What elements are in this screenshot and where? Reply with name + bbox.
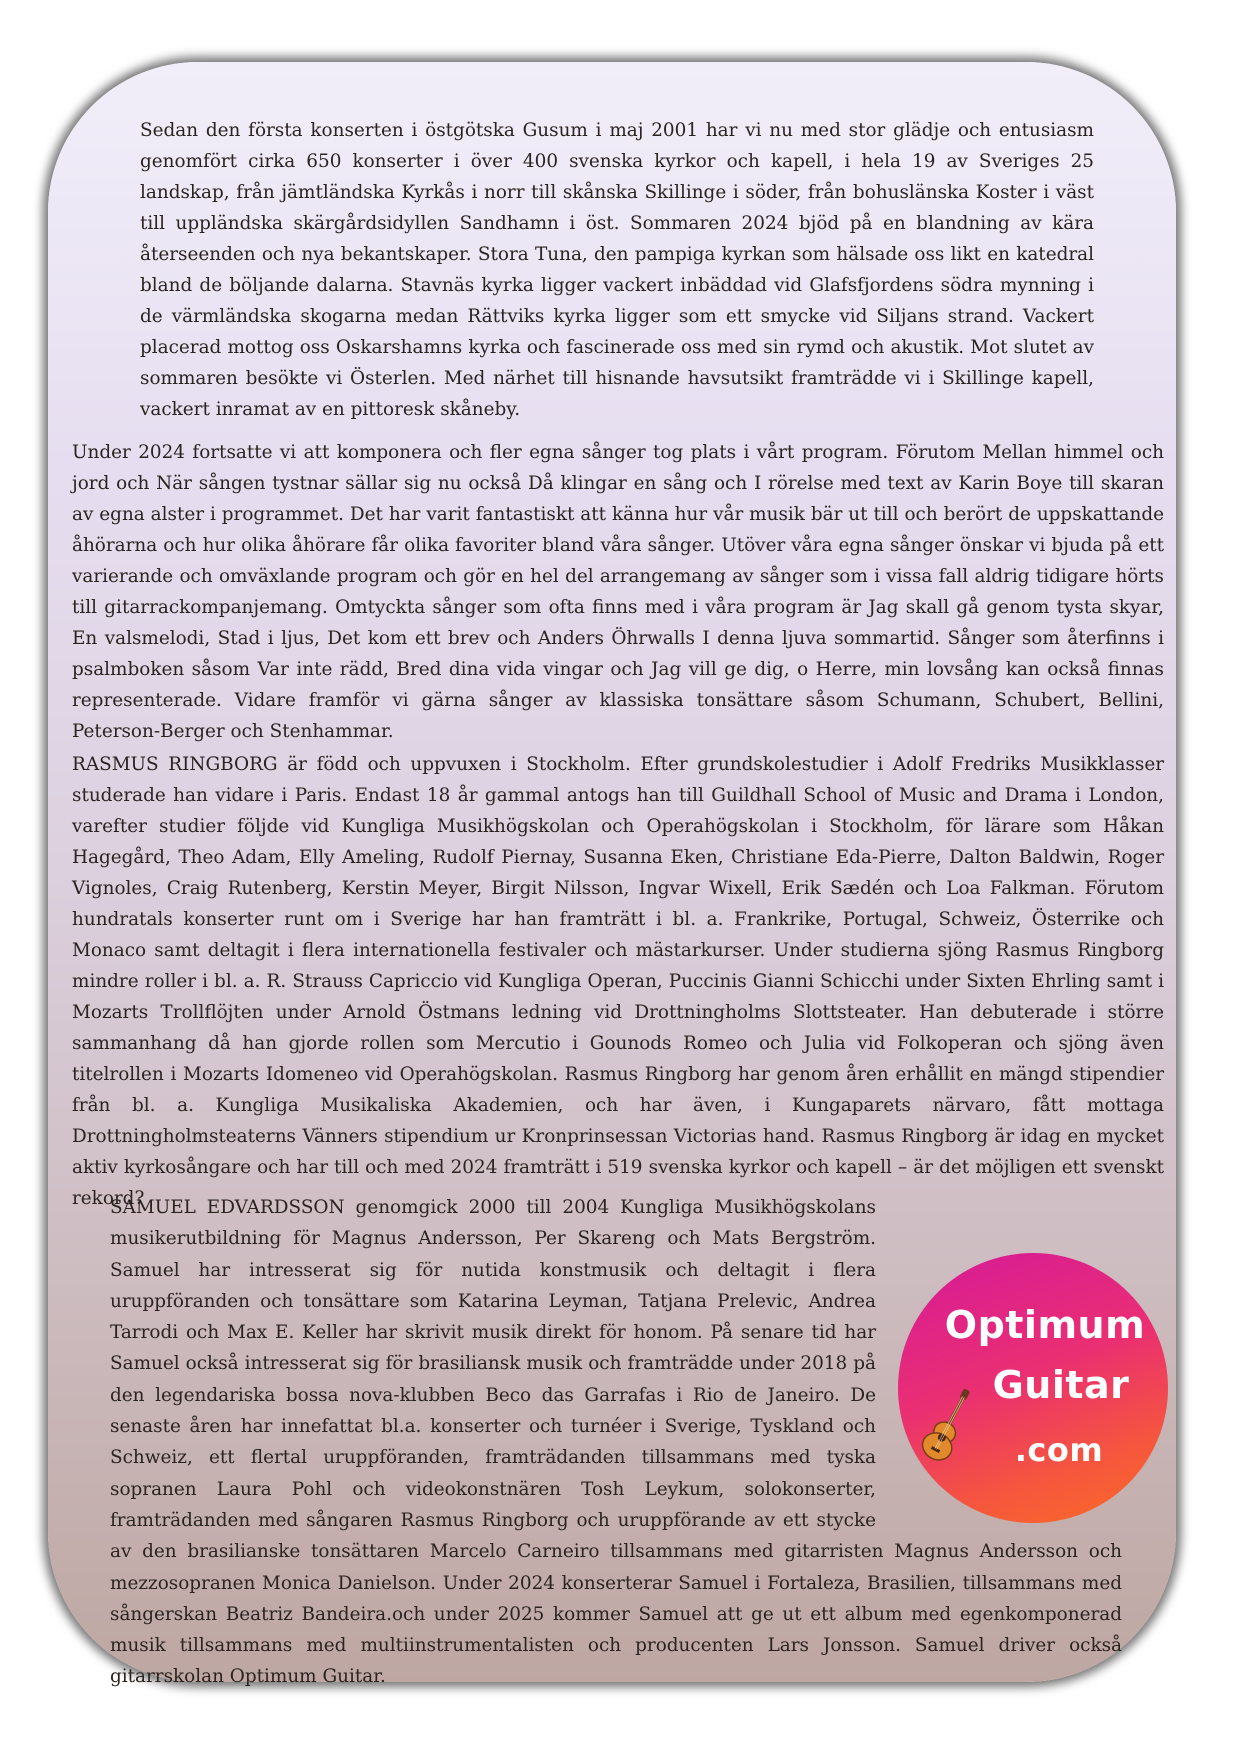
optimum-guitar-logo <box>898 1253 1168 1523</box>
logo-text-guitar: Guitar <box>992 1363 1130 1407</box>
paragraph-concert-history: Sedan den första konserten i östgötska Gusum i maj 2001 har vi nu med stor glädje och entusiasm genomfört cirka 650 konserter i över 400 svenska kyrkor och kapell, i hela 19 av Sveriges 25 landskap, från jämtländska Kyrkås i norr till skånska Skillinge i söder, från bohuslänska Koster i väst till uppländska skärgårdsidyllen Sandhamn i öst. Sommaren 2024 bjöd på en blandning av kära återseenden och nya bekantskaper. Stora Tuna, den pampiga kyrkan som hälsade oss likt en katedral bland de böljande dalarna. Stavnäs kyrka ligger vackert inbäddad vid Glafsfjordens södra mynning i de värmländska skogarna medan Rättviks kyrka ligger som ett smycke vid Siljans strand. Vackert placerad mottog oss Oskarshamns kyrka och fascinerade oss med sin rymd och akustik. Mot slutet av sommaren besökte vi Österlen. Med närhet till hisnande havsutsikt framträdde vi i Skillinge kapell, vackert inramat av en pittoresk skåneby. <box>140 120 1094 420</box>
paragraph-repertoire: Under 2024 fortsatte vi att komponera och fler egna sånger tog plats i vårt program. Förutom Mellan himmel och jord och När sången tystnar sällar sig nu också Då klingar en sång och I rörelse med text av Karin Boye till skaran av egna alster i programmet. Det har varit fantastiskt att känna hur vår musik bär ut till och berört de uppskattande åhörarna och hur olika åhörare får olika favoriter bland våra sånger. Utöver våra egna sånger önskar vi bjuda på ett varierande och omväxlande program och gör en hel del arrangemang av sånger som i vissa fall aldrig tidigare hörts till gitarrackompanjemang. Omtyckta sånger som ofta finns med i våra program är Jag skall gå genom tysta skyar, En valsmelodi, Stad i ljus, Det kom ett brev och Anders Öhrwalls I denna ljuva sommartid. Sånger som återfinns i psalmboken såsom Var inte rädd, Bred dina vida vingar och Jag vill ge dig, o Herre, min lovsång kan också finnas representerade. Vidare framför vi gärna sånger av klassiska tonsättare såsom Schumann, Schubert, Bellini, Peterson-Berger och Stenhammar. <box>72 442 1164 742</box>
guitar-icon <box>920 1383 976 1467</box>
logo-text-dotcom: .com <box>1014 1431 1104 1469</box>
samuel-bio-text: SAMUEL EDVARDSSON genomgick 2000 till 2004 Kungliga Musikhögskolans musikerutbildning för Magnus Andersson, Per Skareng och Mats Bergström. Samuel har intresserat sig för nutida konstmusik och deltagit i flera uruppföranden och tonsättare som Katarina Leyman, Tatjana Prelevic, Andrea Tarrodi och Max E. Keller har skrivit musik direkt för honom. På senare tid har Samuel också intresserat sig för brasiliansk musik och framträdde under 2018 på den legendariska bossa nova-klubben Beco das Garrafas i Rio de Janeiro. De senaste åren har innefattat bl.a. konserter och turnéer i Sverige, Tyskland och Schweiz, ett flertal uruppföranden, framträdanden tillsammans med tyska sopranen Laura Pohl och videokonstnären Tosh Leykum, solokonserter, framträdanden med sångaren Rasmus Ringborg och uruppförande av ett stycke av den brasilianske tonsättaren Marcelo Carneiro tillsammans med gitarristen Magnus Andersson och mezzosopranen Monica Danielson. Under 2024 konserterar Samuel i Fortaleza, Brasilien, tillsammans med sångerskan Beatriz Bandeira.och under 2025 kommer Samuel att ge ut ett album med egenkomponerad musik tillsammans med multiinstrumentalisten och producenten Lars Jonsson. Samuel driver också gitarrskolan Optimum Guitar. <box>110 1197 1122 1688</box>
paragraph-rasmus-ringborg-bio: RASMUS RINGBORG är född och uppvuxen i Stockholm. Efter grundskolestudier i Adolf Fredriks Musikklasser studerade han vidare i Paris. Endast 18 år gammal antogs han till Guildhall School of Music and Drama i London, varefter studier följde vid Kungliga Musikhögskolan och Operahögskolan i Stockholm, för lärare som Håkan Hagegård, Theo Adam, Elly Ameling, Rudolf Piernay, Susanna Eken, Christiane Eda-Pierre, Dalton Baldwin, Roger Vignoles, Craig Rutenberg, Kerstin Meyer, Birgit Nilsson, Ingvar Wixell, Erik Sædén och Loa Falkman. Förutom hundratals konserter runt om i Sverige har han framträtt i bl. a. Frankrike, Portugal, Schweiz, Österrike och Monaco samt deltagit i flera internationella festivaler och mästarkurser. Under studierna sjöng Rasmus Ringborg mindre roller i bl. a. R. Strauss Capriccio vid Kungliga Operan, Puccinis Gianni Schicchi under Sixten Ehrling samt i Mozarts Trollflöjten under Arnold Östmans ledning vid Drottningholms Slottsteater. Han debuterade i större sammanhang då han gjorde rollen som Mercutio i Gounods Romeo och Julia vid Folkoperan och sjöng även titelrollen i Mozarts Idomeneo vid Operahögskolan. Rasmus Ringborg har genom åren erhållit en mängd stipendier från bl. a. Kungliga Musikaliska Akademien, och har även, i Kungaparets närvaro, fått mottaga Drottningholmsteaterns Vänners stipendium ur Kronprinsessan Victorias hand. Rasmus Ringborg är idag en mycket aktiv kyrkosångare och har till och med 2024 framträtt i 519 svenska kyrkor och kapell – är det möjligen ett svenskt rekord? <box>72 754 1164 1209</box>
logo-text-optimum: Optimum <box>944 1303 1146 1347</box>
